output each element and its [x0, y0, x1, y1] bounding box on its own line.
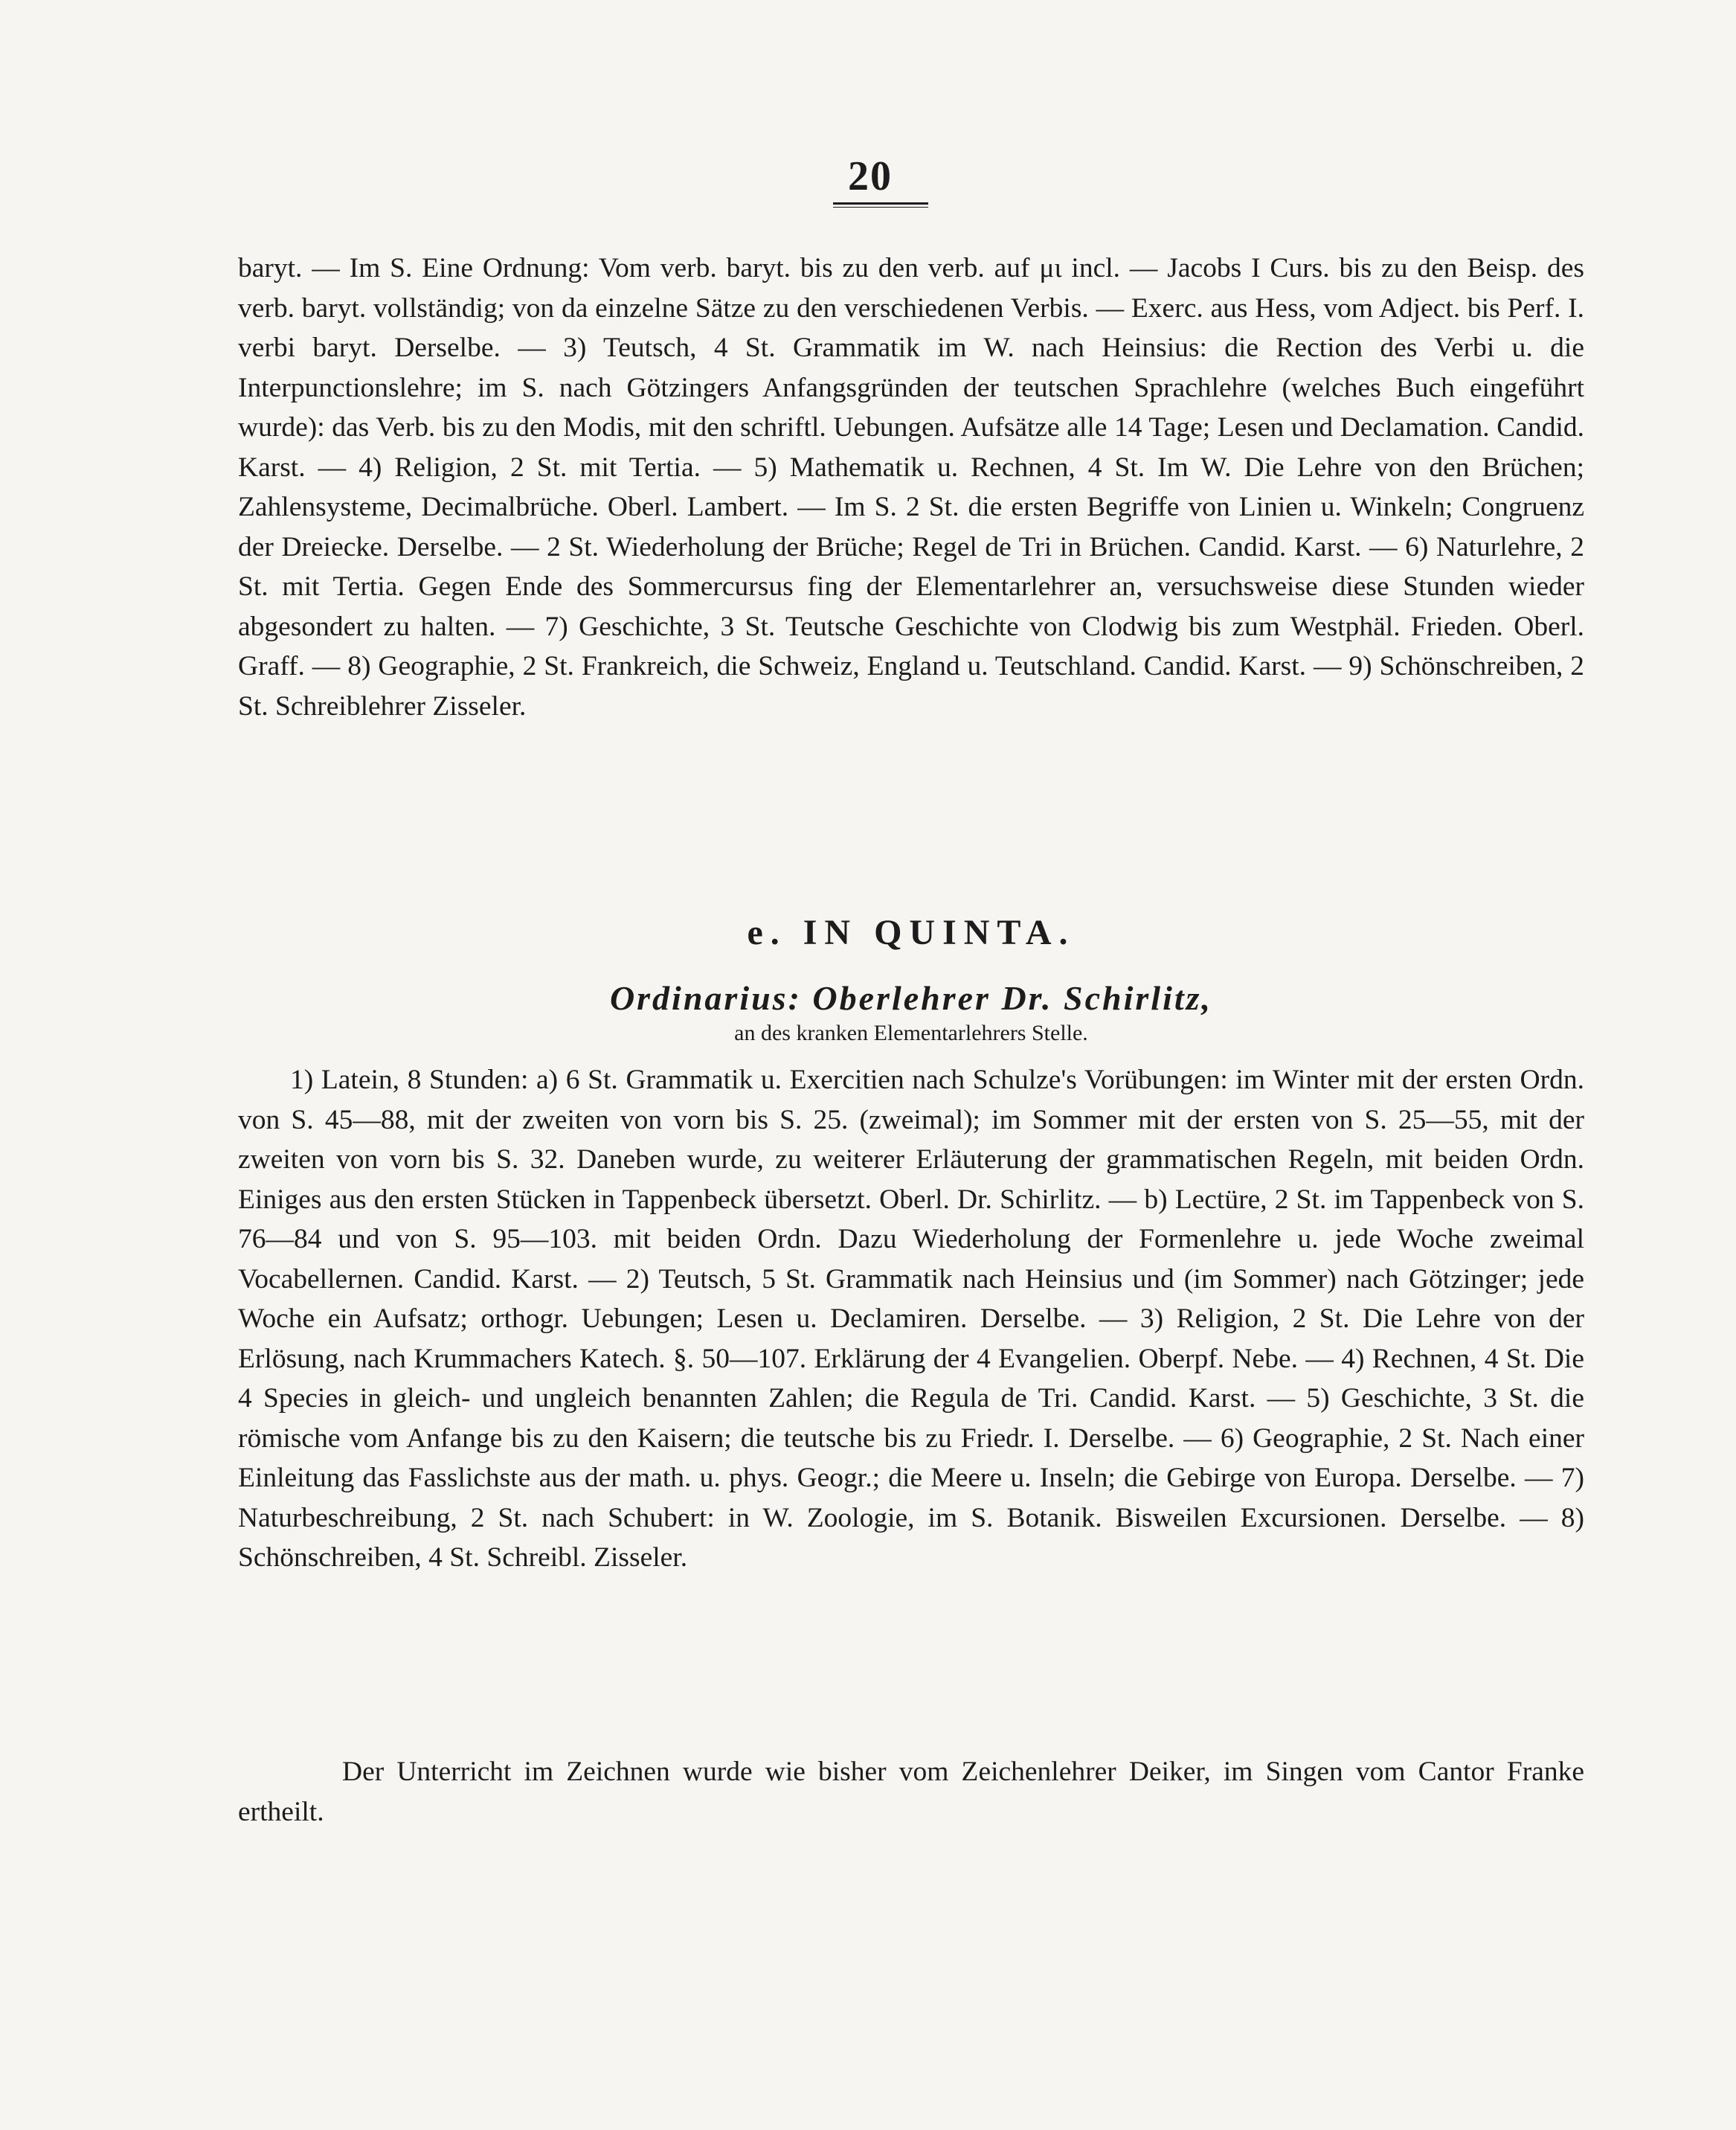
page-number-rule	[833, 202, 928, 208]
paragraph-text: 1) Latein, 8 Stunden: a) 6 St. Grammatik u. Exercitien nach Schulze's Vorübungen: im Winter mit der ersten Ordn. von S. 45—88, mit der zweiten von vorn bis S. 25. (zweimal); im Sommer mit der ersten von S. 25—55, mit der zweiten von vorn bis S. 32. Daneben wurde, zu weiterer Erläuterung der grammatischen Regeln, mit beiden Ordn. Einiges aus den ersten Stücken in Tappenbeck übersetzt. Oberl. Dr. Schirlitz. — b) Lectüre, 2 St. im Tappenbeck von S. 76—84 und von S. 95—103. mit beiden Ordn. Dazu Wiederholung der Formenlehre u. jede Woche zweimal Vocabellernen. Candid. Karst. — 2) Teutsch, 5 St. Grammatik nach Heinsius und (im Sommer) nach Götzinger; jede Woche ein Aufsatz; orthogr. Uebungen; Lesen u. Declamiren. Derselbe. — 3) Religion, 2 St. Die Lehre von der Erlösung, nach Krummachers Katech. §. 50—107. Erklärung der 4 Evangelien. Oberpf. Nebe. — 4) Rechnen, 4 St. Die 4 Species in gleich- und ungleich benannten Zahlen; die Regula de Tri. Candid. Karst. — 5) Geschichte, 3 St. die römische vom Anfange bis zu den Kaisern; die teutsche bis zu Friedr. I. Derselbe. — 6) Geographie, 2 St. Nach einer Einleitung das Fasslichste aus der math. u. phys. Geogr.; die Meere u. Inseln; die Gebirge von Europa. Derselbe. — 7) Naturbeschreibung, 2 St. nach Schubert: in W. Zoologie, im S. Botanik. Bisweilen Excursionen. Derselbe. — 8) Schönschreiben, 4 St. Schreibl. Zisseler.	[238, 1065, 1584, 1573]
page-number: 20	[848, 153, 893, 199]
closing-paragraph: Der Unterricht im Zeichnen wurde wie bisher vom Zeichenlehrer Deiker, im Singen vom Cantor Franke ertheilt.	[238, 1757, 1584, 1827]
ordinarius-line: Ordinarius: Oberlehrer Dr. Schirlitz,	[609, 979, 1213, 1017]
tertia-continuation-paragraph	[238, 248, 1584, 726]
ordinarius-note: an des kranken Elementarlehrers Stelle.	[734, 1021, 1088, 1045]
paragraph-text: baryt. — Im S. Eine Ordnung: Vom verb. baryt. bis zu den verb. auf μι incl. — Jacobs I Curs. bis zu den Beisp. des verb. baryt. vollständig; von da einzelne Sätze zu den verschiedenen Verbis. — Exerc. aus Hess, vom Adject. bis Perf. I. verbi baryt. Derselbe. — 3) Teutsch, 4 St. Grammatik im W. nach Heinsius: die Rection des Verbi u. die Interpunctionslehre; im S. nach Götzingers Anfangsgründen der teutschen Sprachlehre (welches Buch eingeführt wurde): das Verb. bis zu den Modis, mit den schriftl. Uebungen. Aufsätze alle 14 Tage; Lesen und Declamation. Candid. Karst. — 4) Religion, 2 St. mit Tertia. — 5) Mathematik u. Rechnen, 4 St. Im W. Die Lehre von den Brüchen; Zahlensysteme, Decimalbrüche. Oberl. Lambert. — Im S. 2 St. die ersten Begriffe von Linien u. Winkeln; Congruenz der Dreiecke. Derselbe. — 2 St. Wiederholung der Brüche; Regel de Tri in Brüchen. Candid. Karst. — 6) Naturlehre, 2 St. mit Tertia. Gegen Ende des Sommercursus fing der Elementarlehrer an, versuchsweise diese Stunden wieder abgesondert zu halten. — 7) Geschichte, 3 St. Teutsche Geschichte von Clodwig bis zum Westphäl. Frieden. Oberl. Graff. — 8) Geographie, 2 St. Frankreich, die Schweiz, England u. Teutschland. Candid. Karst. — 9) Schönschreiben, 2 St. Schreiblehrer Zisseler.	[238, 253, 1584, 722]
quinta-paragraph	[238, 1060, 1584, 1578]
section-heading: e. IN QUINTA.	[747, 913, 1076, 952]
